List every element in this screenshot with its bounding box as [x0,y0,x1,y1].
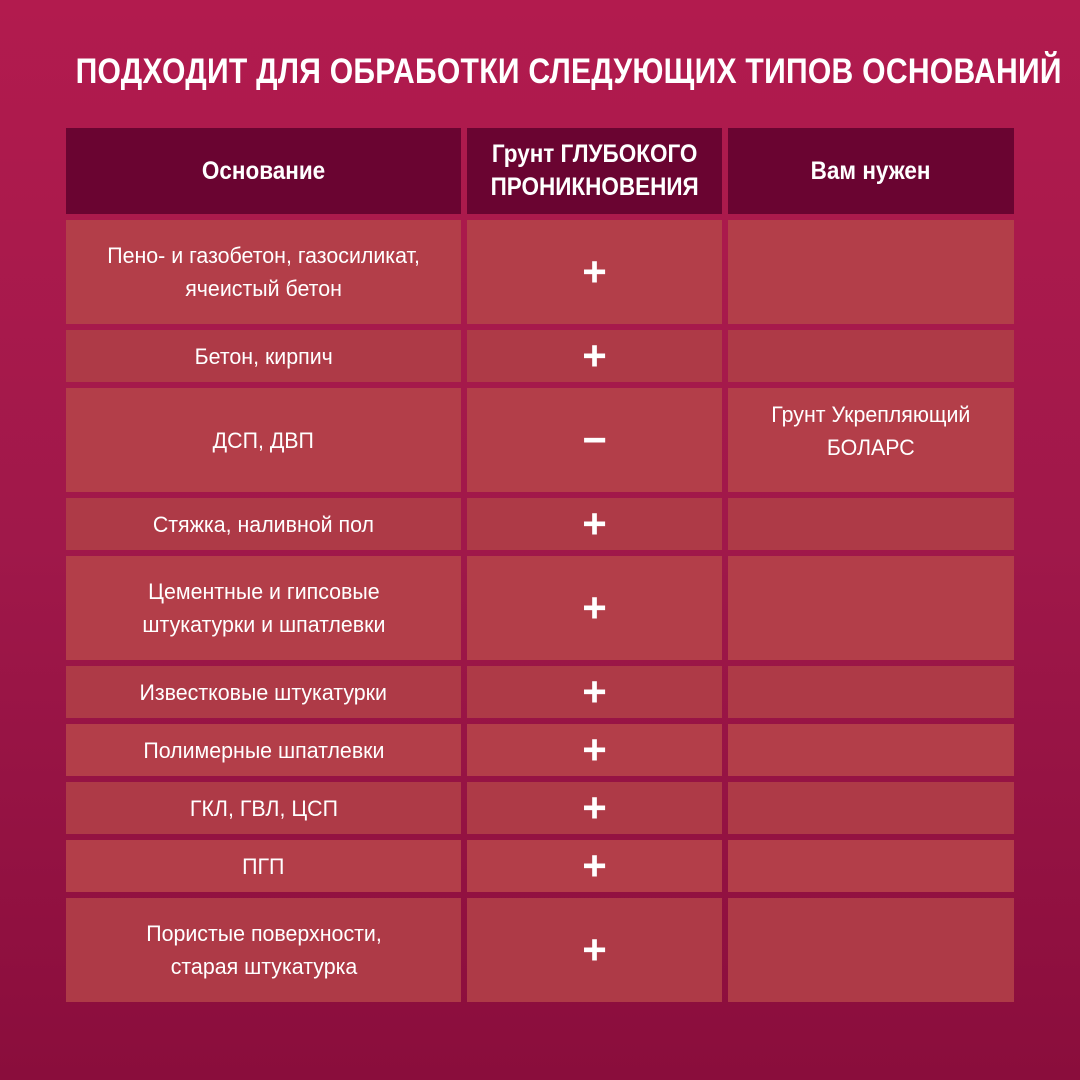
primer-mark-cell [467,498,722,550]
need-text: Грунт Укрепляющий БОЛАРС [771,402,971,460]
plus-mark: + [582,726,607,773]
base-text: ДСП, ДВП [212,427,315,453]
base-text: Пено- и газобетон, газосиликат, ячеистый бетон [107,243,420,301]
table-row [66,556,1014,660]
base-cell [66,898,461,1002]
primer-mark-cell [467,388,722,492]
base-cell [66,330,461,382]
table-row [66,840,1014,892]
need-cell [728,840,1014,892]
header-label-primer: Грунт ГЛУБОКОГО ПРОНИКНОВЕНИЯ [490,140,699,201]
primer-mark-cell [467,898,722,1002]
primer-mark-cell [467,330,722,382]
base-cell [66,498,461,550]
primer-mark-cell [467,782,722,834]
base-text: Известковые штукатурки [139,679,388,705]
header-label-base: Основание [201,156,326,185]
table-row [66,498,1014,550]
primer-mark-cell [467,556,722,660]
header-cell-need [728,128,1014,214]
plus-mark: + [582,332,607,379]
need-cell [728,782,1014,834]
table-row [66,782,1014,834]
table-row [66,388,1014,492]
plus-mark: + [582,248,607,295]
need-cell [728,666,1014,718]
table-header-row [66,128,1014,214]
base-cell [66,220,461,324]
base-text: Цементные и гипсовые штукатурки и шпатлевки [141,579,386,637]
header-cell-base [66,128,461,214]
need-cell [728,498,1014,550]
plus-mark: + [582,926,607,973]
primer-mark-cell [467,840,722,892]
table-row [66,330,1014,382]
table-row [66,724,1014,776]
plus-mark: + [582,668,607,715]
base-cell [66,666,461,718]
minus-mark: − [582,416,607,463]
need-cell [728,330,1014,382]
header-label-need: Вам нужен [811,156,931,185]
base-cell [66,840,461,892]
base-cell [66,388,461,492]
base-cell [66,556,461,660]
base-cell [66,724,461,776]
plus-mark: + [582,500,607,547]
table-row [66,898,1014,1002]
substrate-table [66,128,1014,1008]
need-cell [728,388,1014,492]
primer-mark-cell [467,220,722,324]
plus-mark: + [582,584,607,631]
base-text: Бетон, кирпич [194,343,333,369]
page-title: ПОДХОДИТ ДЛЯ ОБРАБОТКИ СЛЕДУЮЩИХ ТИПОВ ОСНОВАНИЙ [75,52,1062,91]
base-text: Пористые поверхности, старая штукатурка [145,921,382,979]
base-text: ПГП [242,853,285,879]
header-cell-primer [467,128,722,214]
need-cell [728,898,1014,1002]
base-text: Стяжка, наливной пол [152,511,375,537]
plus-mark: + [582,842,607,889]
plus-mark: + [582,784,607,831]
base-text: ГКЛ, ГВЛ, ЦСП [189,795,338,821]
primer-mark-cell [467,666,722,718]
table-row [66,220,1014,324]
base-text: Полимерные шпатлевки [142,737,385,763]
table-row [66,666,1014,718]
need-cell [728,556,1014,660]
primer-mark-cell [467,724,722,776]
need-cell [728,724,1014,776]
base-cell [66,782,461,834]
need-cell [728,220,1014,324]
